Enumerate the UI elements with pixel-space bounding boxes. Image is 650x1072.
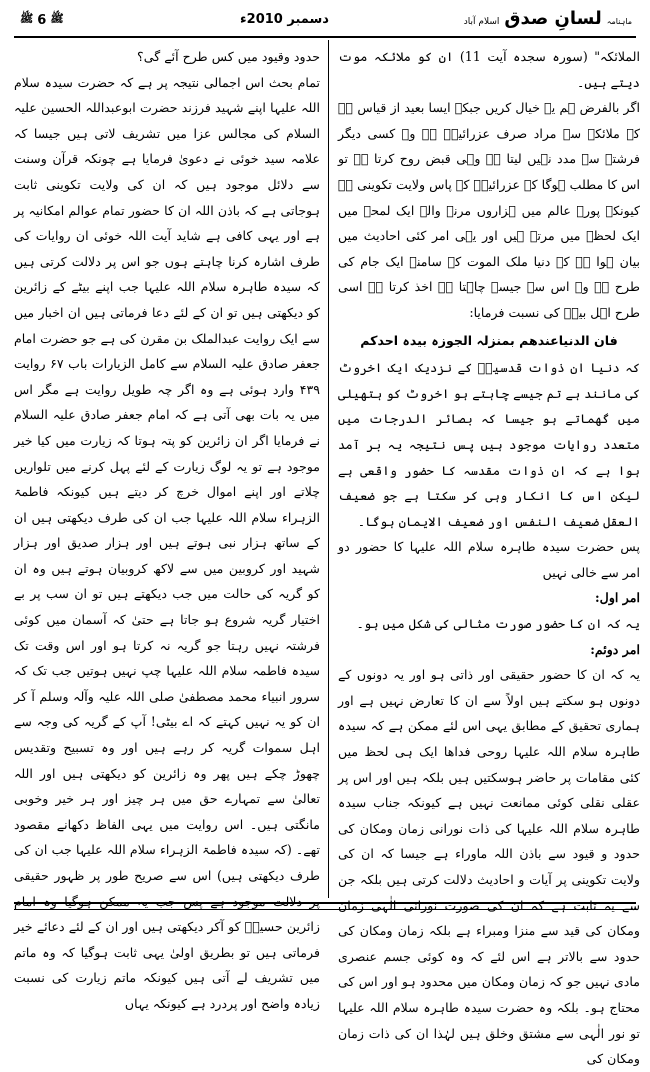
page-number-block [20,12,64,28]
bottom-rule [14,902,636,910]
magazine-city: اسلام آباد [463,17,500,27]
right-column [338,44,641,1067]
paragraph: یہ کہ ان کا حضور صورت مثالی کی شکل میں ہو۔ [356,616,640,632]
page-number: 6 [37,12,47,28]
paragraph: الملائکہ" (سورہ سجدہ آیت 11) ان کو ملائکہ موت دیتے ہیں۔ [338,49,641,90]
paragraph: حدود وقیود میں کس طرح آئے گی؟ [137,49,320,64]
section-heading: امر اول: [595,590,640,606]
magazine-label-monthly: ماہنامہ [606,17,632,26]
paragraph: اگر بالفرض ہم یہ خیال کریں جبکہ ایسا بعید از قیاس ہے کہ ملائکہ سے مراد صرف عزرائیلؑ ہے وہ کسی دیگر فرشتے سے مدد نہیں لیتا ہے وہی قبض روح کرتا ہے تو اس کا مطلب ہوگا کہ عزرائیلؑ کے پاس ولایت تکوینی ہے کیونکہ پورے عالم میں ہزاروں مرنے والے ایک لمحہ میں ایک لحظہ میں مرتے ہیں اور یہی امر کئی احادیث میں بیان ہوا ہے کہ دنیا ملک الموت کے سامنے ایک جام کی طرح ہے وہ اس سے جیسے چاہتا ہے اخذ کرتا ہے اسی طرح اہل بیتؑ کی نسبت فرمایا: [338,100,640,320]
issue-month: دسمبر 2010ء [240,12,329,27]
magazine-masthead [464,8,632,29]
page-header [14,6,636,38]
arabic-quote: فان الدنیاعندھم بمنزلہ الجوزہ بیدہ احدکم [360,332,618,348]
paragraph: کہ دنیا ان ذوات قدسیہؑ کے نزدیک ایک اخروٹ کی مانند ہے تم جیسے چاہتے ہو اخروٹ کو ہتھیلی میں گھماتے ہو جیسا کہ بصائر الدرجات میں متعدد روایات موجود ہیں پس نتیجہ یہ بر آمد ہوا ہے کہ ان ذوات مقدسہ کا حضور واقعی ہے لیکن اس کا انکار وہی کر سکتا ہے جو ضعیف العقل ضعیف النفس اور ضعیف الایمان ہوگا۔ [338,360,640,529]
left-column [14,44,321,1011]
paragraph: تمام بحث اس اجمالی نتیجہ پر ہے کہ حضرت سیدہ سلام اللہ علیہا اپنے شہید فرزند حضرت ابوعبداللہ الحسین علیہ السلام کی مجالس عزا میں تشریف لاتی ہیں جیسا کہ علامہ سید خوئی نے دعویٰ فرمایا ہے چونکہ قرآن وسنت سے دلائل موجود ہیں کہ ان کی ولایت تکوینی ثابت ہوجاتی ہے کہ باذن اللہ ان کا حضور تمام عوالم امکانیہ پر ہے اور یہی کافی ہے شاید آیت اللہ خوئی ان روایات کی طرف اشارہ کرنا چاہتے ہوں جو اس پر دلالت کرتی ہیں کہ سیدہ طاہرہ سلام اللہ علیہا جب اپنے بیٹے کے زائرین کو دیکھتی ہیں تو ان کے لئے دعا فرماتی ہیں ان اخبار میں سے ایک روایت عبدالملک بن مقرن کی ہے جو حضرت امام جعفر صادق علیہ السلام سے کامل الزیارات باب ۶۷ روایت ۴۳۹ وارد ہوئی ہے وہ اگر چہ طویل روایت ہے مگر اس میں یہ بات بھی آتی ہے کہ امام جعفر صادق علیہ السلام نے فرمایا اگر ان زائرین کو پتہ ہوتا کہ زیارت میں کیا خیر موجود ہے تو یہ لوگ زیارت کے لئے پہل کرنے میں تلواریں چلاتے اور اپنے اموال خرچ کر دیتے ہیں کیونکہ فاطمۃ الزہراء سلام اللہ علیہا جب ان کی طرف دیکھتی ہیں ان کے ساتھ ہزار نبی ہوتے ہیں اور ہزار صدیق اور ہزار شہید اور کروبین میں سے لاکھ کروبیان ہوتے ہیں وہ ان کو گریہ کی حالت میں جب دیکھتے ہیں تو ان سب پر بے اختیار گریہ شروع ہو جاتا ہے حتیٰ کہ آسمان میں کوئی فرشتہ نہیں رہتا جو گریہ نہ کرتا ہو اور اس وقت تک سیدہ فاطمہ سلام اللہ علیہا چپ نہیں ہوتیں جب تک کہ سرور انبیاء محمد مصطفیٰ صلی اللہ علیہ وآلہ وسلم آ کر ان کو یہ نہیں کہتے کہ اے بیٹی! آپ کے گریہ کی وجہ سے اہل سموات گریہ کر رہے ہیں اور وہ تسبیح وتقدیس چھوڑ چکے ہیں پھر وہ زائرین کو دیکھتی ہیں اور اللہ تعالیٰ سے تمہارے حق میں ہر چیز اور ہر خیر وخوبی مانگتی ہیں۔ اس روایت میں یہی الفاظ دکھانے مقصود تھے۔ (کہ سیدہ فاطمۃ الزہراء سلام اللہ علیہا جب ان کی طرف دیکھتی ہیں) اس سے صریح طور پر ظہور حقیقی پر دلالت موجود ہے پس جب یہ ممکن ہوگیا وہ امام زائرین حسینؑ کو آکر دیکھتی ہیں اور ان کے لئے دعائے خیر فرماتی ہیں تو بطریق اولیٰ یہی ثابت ہوگیا کہ وہ ماتم میں تشریف لے آتی ہیں کیونکہ ماتم زیارت کی نسبت زیادہ واضح اور پردرد ہے کیونکہ یہاں [14,74,321,1011]
column-divider [328,40,329,898]
paragraph: پس حضرت سیدہ طاہرہ سلام اللہ علیہا کا حضور دو امر سے خالی نہیں [338,539,640,580]
ornament-right-icon: ﷺ [50,12,64,25]
section-heading: امر دوئم: [590,641,640,657]
ornament-left-icon: ﷺ [20,12,34,25]
paragraph: یہ کہ ان کا حضور حقیقی اور ذاتی ہو اور یہ دونوں کے دونوں ہو سکتے ہیں اولاً سے ان کا تعارض نہیں ہے اور ہماری تحقیق کے مطابق یہی اس لئے ممکن ہے کہ سیدہ طاہرہ سلام اللہ علیہا روحی فداھا ایک ہی لحظ میں کئی مقامات پر حاضر ہوسکتیں ہیں بلکہ ہیں اور اس پر عقلی نقلی کوئی ممانعت نہیں ہے کیونکہ جناب سیدہ طاہرہ سلام اللہ علیہا کی ذات نورانی زمان ومکان کی حدود و قیود سے باذن اللہ ماوراء ہے جیسا کہ ان کی ولایت تکوینی پر آیات و احادیث دلالت کرتی ہیں بلکہ جن سے یہ ثابت ہے کہ ان کی صورت نورانی الٰہی زمان ومکان کی قید سے منزا ومبراء ہے بلکہ زمان ومکان کی حدود سے بالاتر ہے اس لئے کہ وہ کوئی جسم عنصری مادی نہیں جو کہ زمان ومکان میں محدود ہو اور اس کی محتاج ہو۔ بلکہ وہ حضرت سیدہ طاہرہ سلام اللہ علیہا تو نور الٰہی سے مشتق وخلق ہیں لہٰذا ان کی ذات زمان ومکان کی [338,667,640,1067]
magazine-title: لسانِ صدق [504,8,602,29]
